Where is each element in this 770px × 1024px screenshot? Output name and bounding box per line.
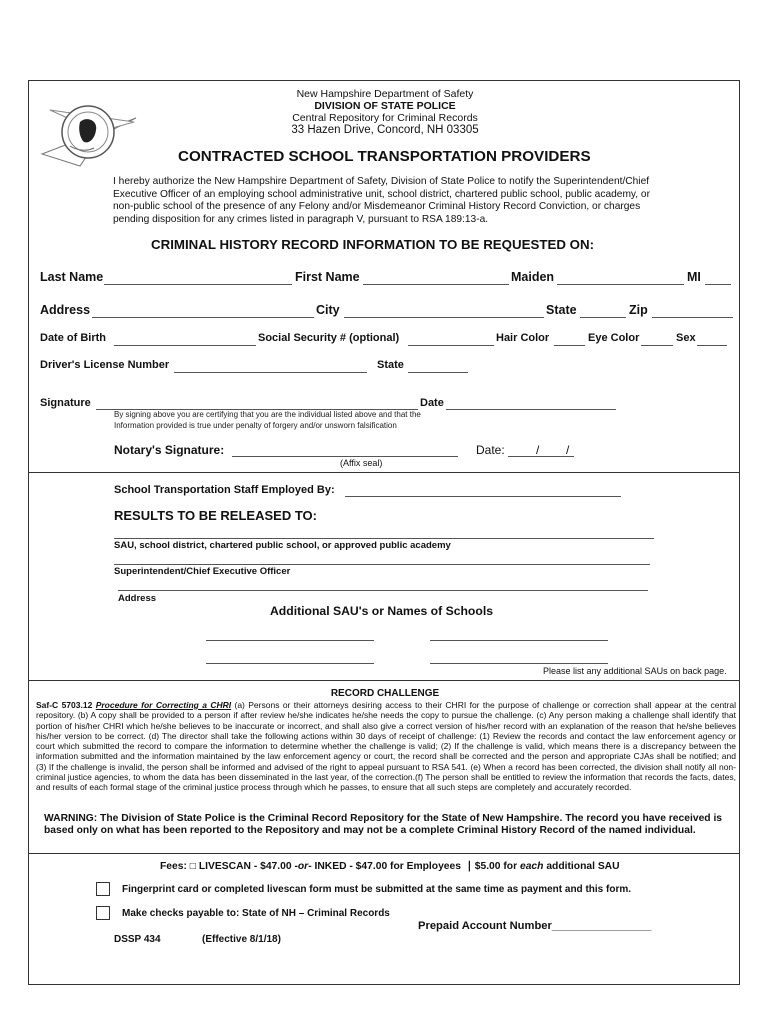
fees-label: Fees: — [160, 861, 187, 872]
additional-fee-tail: additional SAU — [546, 861, 620, 872]
section-divider — [28, 853, 740, 854]
dob-label: Date of Birth — [40, 332, 106, 344]
additional-sau-field-4[interactable] — [430, 663, 608, 664]
notary-date-label: Date: — [476, 443, 505, 457]
first-name-field[interactable] — [363, 284, 509, 285]
last-name-field[interactable] — [104, 284, 292, 285]
section-divider — [28, 472, 740, 473]
eye-color-field[interactable] — [641, 345, 673, 346]
sau-label: SAU, school district, chartered public school, or approved public academy — [114, 540, 451, 551]
signature-note-1: By signing above you are certifying that you are the individual listed above and that the — [114, 410, 421, 419]
authorization-paragraph: I hereby authorize the New Hampshire Department of Safety, Division of State Police to notify the Superintendent/Chief Executive Officer of an employing school administrative unit, school district, chartered public school, public academy, or non-public school of the presence of any Felony and/or Misdemeanor Criminal History Record Conviction, or charges pending disposition for any crimes listed in paragraph V, pursuant to RSA 189:13-a. — [113, 176, 650, 225]
affix-seal-note: (Affix seal) — [340, 458, 383, 468]
city-field[interactable] — [344, 317, 544, 318]
form-id: DSSP 434 — [114, 934, 161, 945]
checklist-item-fingerprint: Fingerprint card or completed livescan form must be submitted at the same time as payment and this form. — [122, 884, 632, 895]
address-release-label: Address — [118, 593, 157, 604]
ssn-field[interactable] — [408, 345, 494, 346]
repository-address: 33 Hazen Drive, Concord, NH 03305 — [291, 124, 479, 136]
license-field[interactable] — [174, 372, 367, 373]
sau-field[interactable] — [114, 538, 654, 539]
fingerprint-checkbox[interactable] — [96, 882, 110, 896]
notary-label: Notary's Signature: — [114, 443, 225, 457]
hair-color-field[interactable] — [554, 345, 585, 346]
effective-date: (Effective 8/1/18) — [202, 934, 281, 945]
address-field[interactable] — [92, 317, 314, 318]
fee-or: or — [297, 861, 309, 872]
additional-sau-field-3[interactable] — [206, 663, 374, 664]
additional-sau-field-2[interactable] — [430, 640, 608, 641]
staff-employed-by-field[interactable] — [345, 496, 621, 497]
city-label: City — [316, 303, 340, 317]
license-state-field[interactable] — [408, 372, 468, 373]
mi-label: MI — [687, 270, 701, 284]
superintendent-field[interactable] — [114, 564, 650, 565]
prepaid-account-label: Prepaid Account Number________________ — [418, 920, 652, 932]
date-slash-2: / — [566, 443, 570, 457]
livescan-fee: LIVESCAN - $47.00 - — [198, 861, 298, 872]
rule-reference: Saf-C 5703.12 — [36, 700, 93, 710]
form-title: CONTRACTED SCHOOL TRANSPORTATION PROVIDERS — [178, 148, 591, 165]
additional-sau-title: Additional SAU's or Names of Schools — [270, 604, 493, 618]
signature-date-field[interactable] — [446, 409, 616, 410]
fee-each: each — [519, 861, 544, 872]
checks-payable-checkbox[interactable] — [96, 906, 110, 920]
repository-name: Central Repository for Criminal Records — [292, 112, 478, 124]
signature-note-2: Information provided is true under penalty of forgery and/or unsworn falsification — [114, 421, 397, 430]
address-release-field[interactable] — [118, 590, 648, 591]
address-label: Address — [40, 303, 91, 317]
first-name-label: First Name — [295, 270, 360, 284]
staff-employed-by-label: School Transportation Staff Employed By: — [114, 484, 335, 496]
notary-date-field[interactable] — [508, 456, 574, 457]
license-state-label: State — [377, 359, 404, 371]
section-divider — [28, 680, 740, 681]
maiden-label: Maiden — [511, 270, 555, 284]
license-label: Driver's License Number — [40, 359, 170, 371]
additional-fee: $5.00 for — [474, 861, 518, 872]
fees-line: Fees: □ LIVESCAN - $47.00 -or- INKED - $47.00 for Employees ∣ $5.00 for each additional SAU — [160, 861, 620, 872]
checklist-item-checks: Make checks payable to: State of NH – Criminal Records — [122, 908, 390, 919]
ssn-label: Social Security # (optional) — [258, 332, 400, 344]
record-challenge-text — [36, 700, 736, 793]
signature-date-label: Date — [420, 397, 444, 409]
signature-label: Signature — [40, 397, 91, 409]
zip-field[interactable] — [652, 317, 733, 318]
warning-text: WARNING: The Division of State Police is the Criminal Record Repository for the State of New Hampshire. The record you have received is based only on what has been reported to the Repository and may not be a complete Criminal History Record of the named individual. — [44, 813, 723, 837]
department-name: New Hampshire Department of Safety — [296, 88, 474, 100]
notary-signature-field[interactable] — [232, 456, 458, 457]
sex-label: Sex — [676, 332, 696, 344]
additional-sau-field-1[interactable] — [206, 640, 374, 641]
inked-fee: - INKED - $47.00 for Employees — [308, 861, 461, 872]
superintendent-label: Superintendent/Chief Executive Officer — [114, 566, 291, 577]
state-label: State — [546, 303, 577, 317]
section-title: CRIMINAL HISTORY RECORD INFORMATION TO BE REQUESTED ON: — [151, 237, 595, 252]
division-name: DIVISION OF STATE POLICE — [314, 100, 456, 112]
dob-field[interactable] — [114, 345, 256, 346]
mi-field[interactable] — [705, 284, 731, 285]
zip-label: Zip — [629, 303, 648, 317]
record-challenge-title: RECORD CHALLENGE — [330, 688, 440, 699]
hair-color-label: Hair Color — [496, 332, 550, 344]
results-title: RESULTS TO BE RELEASED TO: — [114, 508, 317, 523]
maiden-field[interactable] — [557, 284, 684, 285]
record-challenge-body: (a) Persons or their attorneys desiring access to their CHRI for the purpose of challenge or correction shall appear at the central repository. (b) A copy shall be provided to a person if after review he/she indicates he/she needs the copy to pursue the challenge. (c) Any person making a challenge shall identify that portion of his/her CHRI which he/she believes to be inaccurate or incorrect, and shall also give a correct version of his/her record with an explanation of the reason that he/she believes his/her version to be correct. (d) The director shall take the following actions within 30 days of receipt of challenge: (1) Review the records and contact the law enforcement agency or court which submitted the record to compare the information to determine whether the challenge is valid; (2) If the challenge is valid, which means there is a discrepancy between the information submitted and the information maintained by the law enforcement agency or court, the record shall be corrected and the person and appropriate CJAs shall be notified; and (3) If the challenge is invalid, the person shall be informed and advised of the right to appeal pursuant to RSA 541. (e) When a record has been corrected, the division shall notify all non-criminal justice agencies, to whom the data has been disseminated in the last year, of the correction.(f) The person shall be entitled to review the information that records the facts, dates, and results of each formal stage of the criminal justice process through which he passes, to ensure that all such steps are completely and accurately recorded. — [36, 700, 736, 793]
sex-field[interactable] — [697, 345, 727, 346]
state-field[interactable] — [580, 317, 626, 318]
eye-color-label: Eye Color — [588, 332, 640, 344]
back-page-note: Please list any additional SAUs on back page. — [543, 666, 727, 676]
checkbox-glyph-icon: □ — [189, 861, 197, 872]
procedure-title: Procedure for Correcting a CHRI — [95, 700, 232, 710]
last-name-label: Last Name — [40, 270, 104, 284]
date-slash-1: / — [536, 443, 540, 457]
